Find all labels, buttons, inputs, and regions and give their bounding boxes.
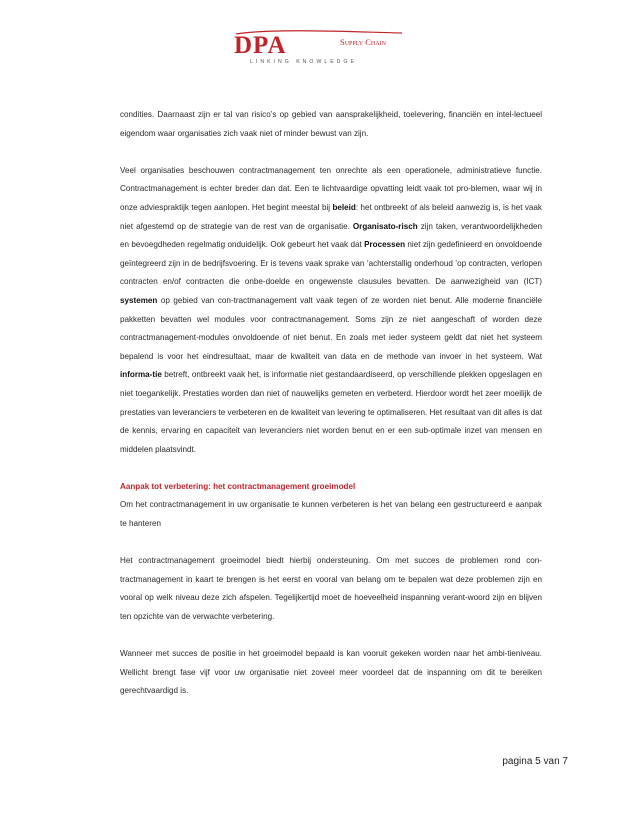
page-number: pagina 5 van 7 xyxy=(502,756,568,767)
paragraph-2-text: : het ontbreekt of als beleid aanwezig is, is het vaak niet afgestemd op de strategie van de rest van de organisatie. xyxy=(120,202,542,231)
dpa-logo xyxy=(234,30,404,66)
section-heading: Aanpak tot verbetering: het contractmanagement groeimodel xyxy=(120,481,356,491)
paragraph-5: Wanneer met succes de positie in het groeimodel bepaald is kan vooruit gekeken worden naar het ambi-tieniveau. Wellicht brengt fase vijf voor uw organisatie niet zoveel meer voordeel dat de inspanning om dit te bereiken gerechtvaardigd is. xyxy=(120,649,542,696)
paragraph-3: Om het contractmanagement in uw organisatie te kunnen verbeteren is het van belang een gestructureerd e aanpak te hanteren xyxy=(120,500,542,529)
paragraph-2-text: Veel organisaties beschouwen contractmanagement ten onrechte als een operationele, administratieve functie. Contractmanagement is echter breder dan dat. Een te lichtvaardige opvatting leidt vaak tot pro-blemen, waar wij in onze adviespraktijk tegen aanlopen. Het begint meestal bij xyxy=(120,165,542,212)
bold-term: informa-tie xyxy=(120,370,162,380)
paragraph-2-text: zijn taken, verantwoordelijkheden en bevoegdheden regelmatig onduidelijk. Ook gebeurt het vaak dat xyxy=(120,221,542,250)
logo-tagline: LINKING KNOWLEDGE xyxy=(250,59,357,65)
bold-term: systemen xyxy=(120,295,158,305)
paragraph-2 xyxy=(120,162,542,460)
bold-term: beleid xyxy=(332,202,356,212)
paragraph-2-text: niet zijn gedefinieerd en onvoldoende geïntegreerd zijn in de bedrijfsvoering. Er is tevens vaak sprake van ‘achterstallig onderhoud ’op contracten, verlopen contracten en/of contracten die onbe-doelde en ongewenste clausules bevatten. De aanwezigheid van (ICT) xyxy=(120,240,542,287)
bold-term: Processen xyxy=(364,240,406,250)
paragraph-2-text: betreft, ontbreekt vaak het, is informatie niet gestandaardiseerd, op verschillende plekken opgeslagen en niet toegankelijk. Prestaties worden dan niet of nauwelijks gemeten en verbeterd. Hierdoor wordt het zeer moeilijk de prestaties van leveranciers te verbeteren en de kwaliteit van levering te optimaliseren. Het resultaat van dit alles is dat de kennis, ervaring en capaciteit van leveranciers niet worden benut en er een sub-optimale inzet van mensen en middelen plaatsvindt. xyxy=(120,370,542,454)
bold-term: Organisato-risch xyxy=(352,221,418,231)
paragraph-1: condities. Daarnaast zijn er tal van risico’s op gebied van aansprakelijkheid, toelevering, financiën en intel-lectueel eigendom waar organisaties zich vaak niet of minder bewust van zijn. xyxy=(120,110,542,138)
paragraph-4: Het contractmanagement groeimodel biedt hierbij ondersteuning. Om met succes de problemen rond con-tractmanagement in kaart te brengen is het eerst en vooral van belang om te bepalen wat deze problemen zijn en vooral op welk niveau deze zich afspelen. Tegelijkertijd moet de hoeveelheid inspanning verant-woord zijn en blijven ten opzichte van de verwachte verbetering. xyxy=(120,556,542,622)
logo-main: DPA xyxy=(234,32,287,59)
paragraph-2-text: op gebied van con-tractmanagement valt vaak tegen of ze worden niet benut. Alle moderne financiële pakketten bevatten wel modules voor contractmanagement. Soms zijn ze niet aangeschaft of worden deze contractmanagement-modules onvoldoende of niet benut. En zoals met ieder systeem geldt dat niet het systeem bepalend is voor het eindresultaat, maar de kwaliteit van data en de methode van invoer in het systeem. Wat xyxy=(120,295,542,361)
document-body xyxy=(120,106,542,720)
logo-side: Supply Chain xyxy=(340,37,386,47)
